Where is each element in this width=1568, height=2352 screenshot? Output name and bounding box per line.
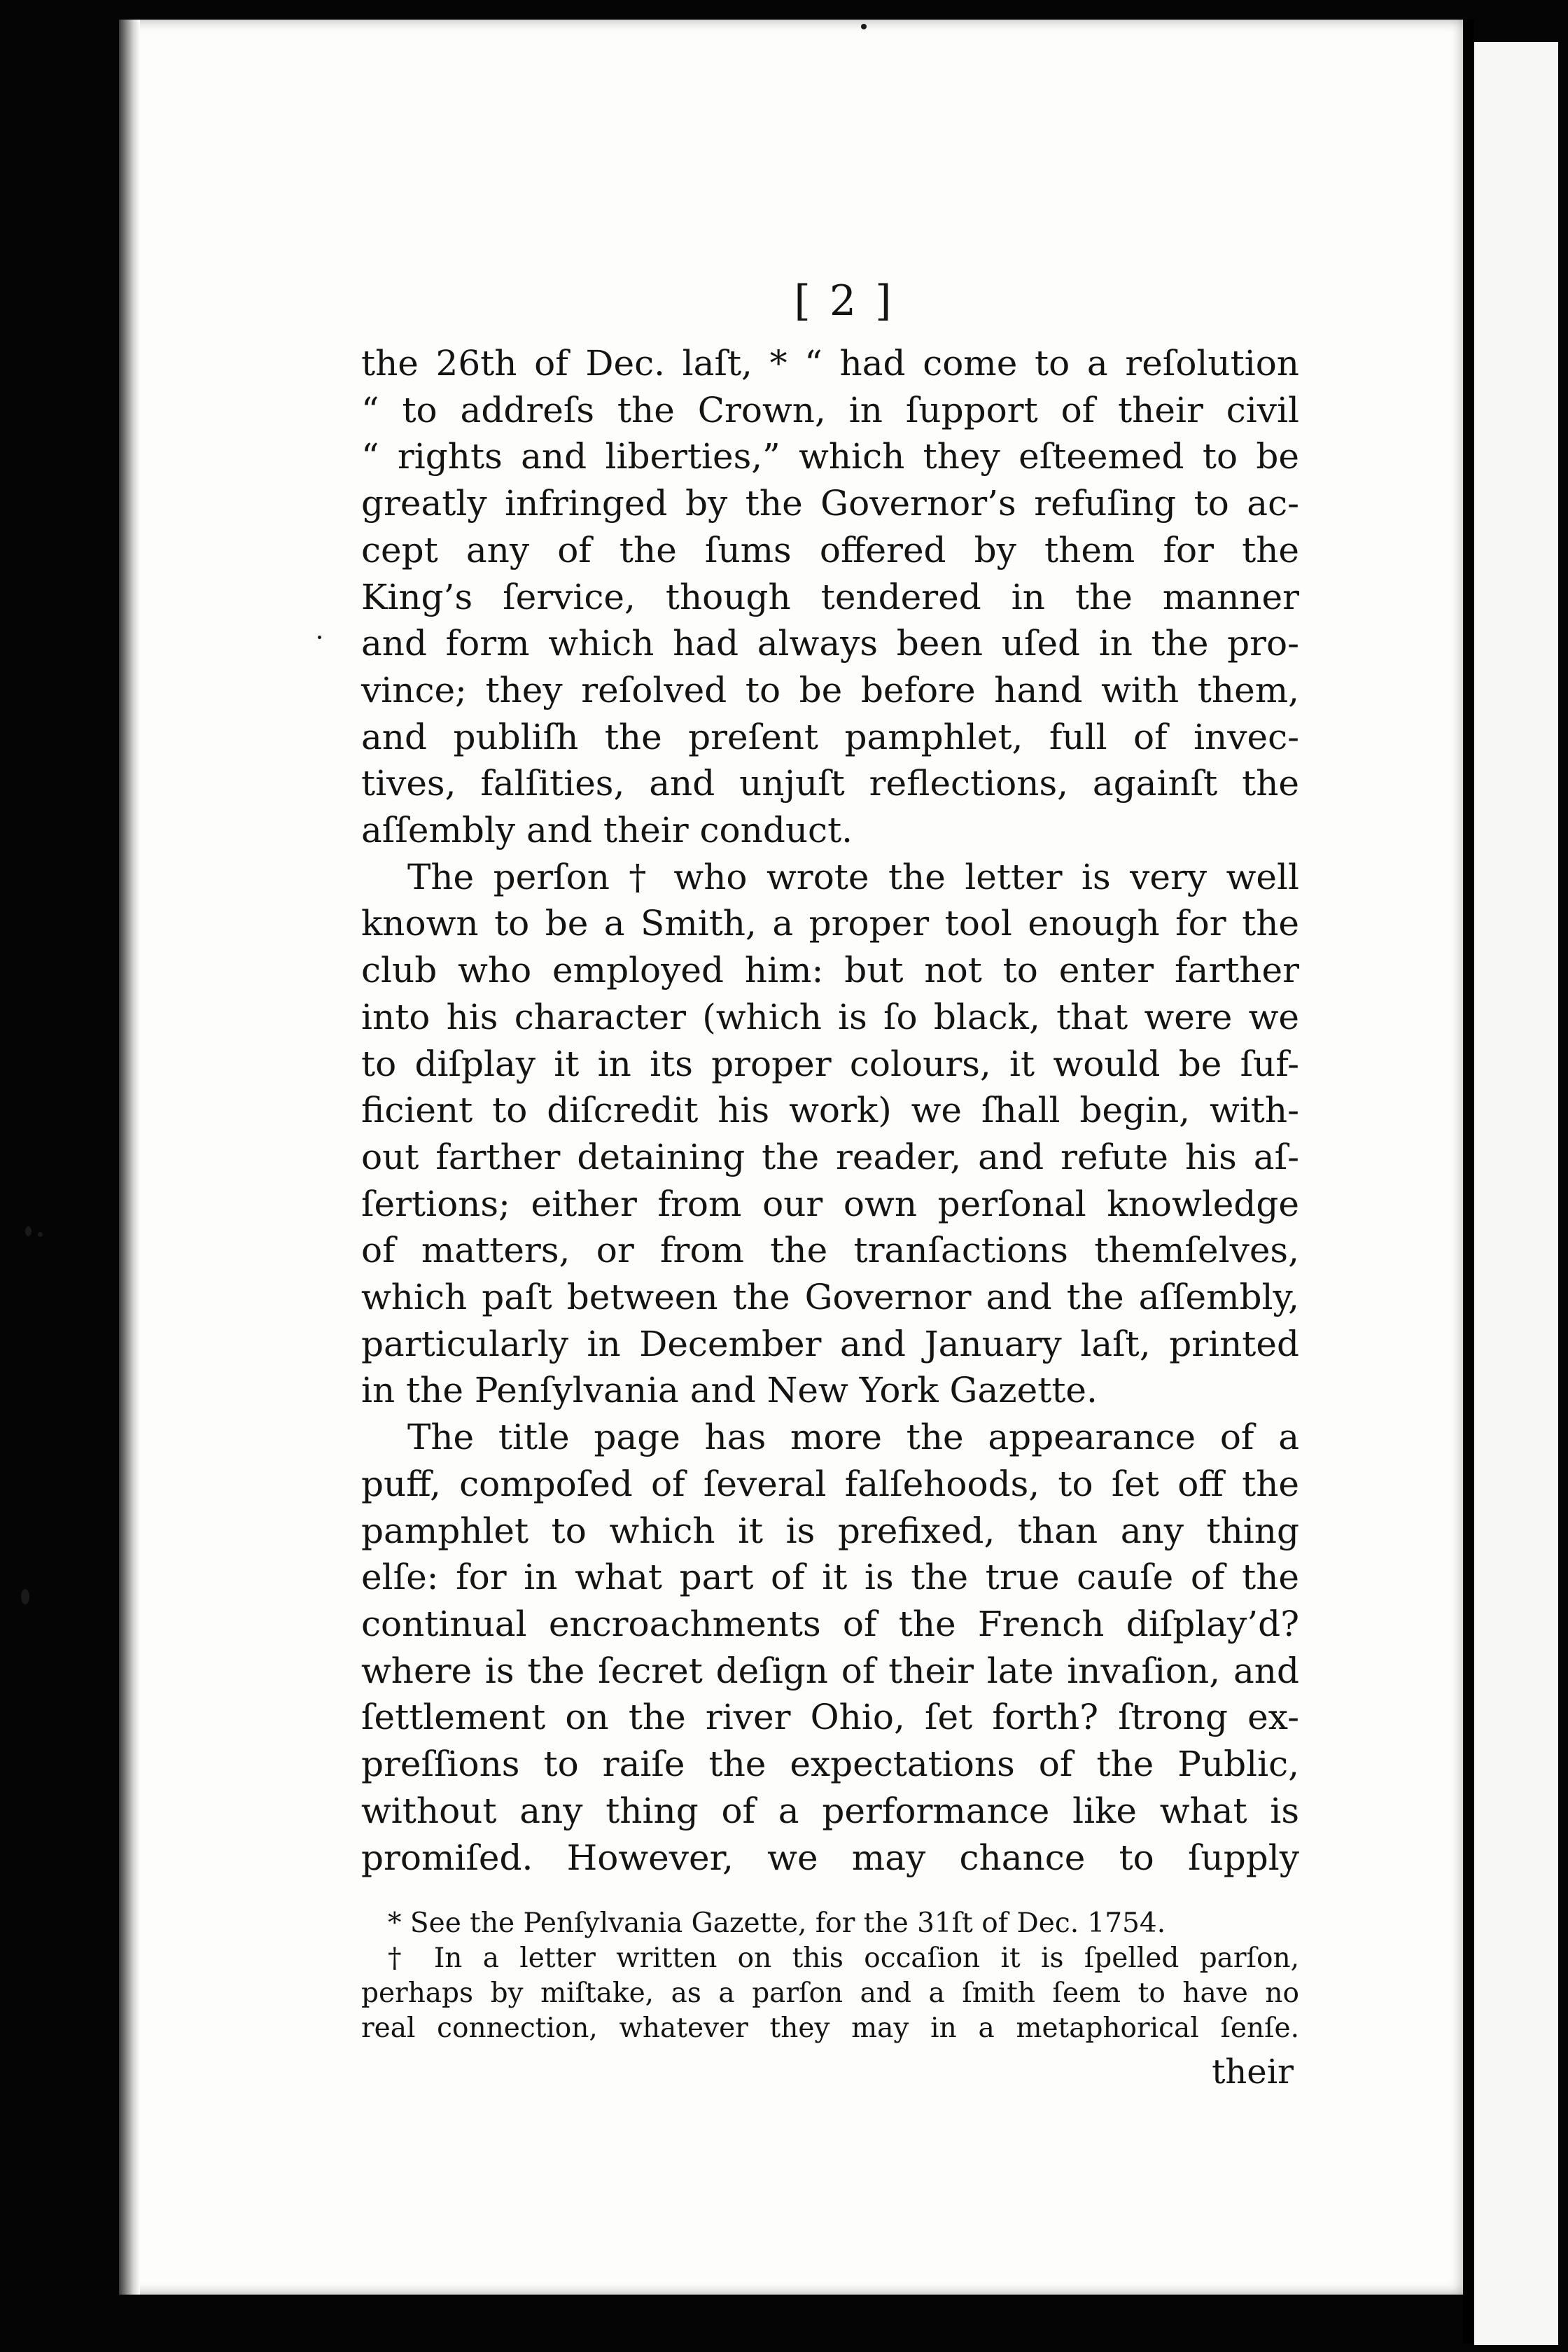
body-line: particularly in December and January laſt, printed (361, 1323, 1299, 1364)
ink-speck (21, 1589, 29, 1604)
facing-page-edge (1474, 42, 1558, 2345)
body-line: pamphlet to which it is prefixed, than any thing (361, 1510, 1299, 1551)
body-line: ficient to diſcredit his work) we ſhall begin, with- (361, 1090, 1299, 1131)
body-line: and form which had always been uſed in the pro- (361, 623, 1299, 664)
body-line: of matters, or from the tranſactions themſelves, (361, 1230, 1299, 1271)
catchword: their (1212, 2052, 1294, 2092)
body-line: where is the ſecret deſign of their late invaſion, and (361, 1650, 1299, 1691)
body-line: King’s ſervice, though tendered in the manner (361, 576, 1299, 617)
body-line: ſettlement on the river Ohio, ſet forth? ſtrong ex- (361, 1697, 1299, 1738)
page-gutter (1463, 20, 1474, 2344)
footnote-line: perhaps by miſtake, as a parſon and a ſmith ſeem to have no (361, 1977, 1299, 2010)
body-line: to diſplay it in its proper colours, it would be ſuf- (361, 1043, 1299, 1084)
footnote-separator (361, 1881, 1299, 1906)
body-line: tives, falſities, and unjuſt reflections, againſt the (361, 763, 1299, 804)
body-line: puff, compoſed of ſeveral falſehoods, to ſet off the (361, 1463, 1299, 1504)
body-line: into his character (which is ſo black, that were we (361, 996, 1299, 1037)
ink-speck (38, 1232, 43, 1237)
body-text (361, 340, 1299, 1881)
body-line: known to be a Smith, a proper tool enough for the (361, 903, 1299, 944)
body-line: without any thing of a performance like what is (361, 1790, 1299, 1831)
page-number: [ 2 ] (794, 276, 895, 326)
body-line: aſſembly and their conduct. (361, 810, 853, 851)
footnotes (361, 1906, 1299, 2046)
body-line: out farther detaining the reader, and refute his aſ- (361, 1136, 1299, 1177)
body-line: ſertions; either from our own perſonal knowledge (361, 1183, 1299, 1224)
page-text (361, 276, 1299, 2094)
page-binding-shadow (119, 20, 140, 2295)
body-line: in the Penſylvania and New York Gazette. (361, 1370, 1098, 1411)
body-line: greatly infringed by the Governor’s refuſing to ac- (361, 483, 1299, 524)
body-line: preſſions to raiſe the expectations of the Public, (361, 1744, 1299, 1785)
body-line: vince; they reſolved to be before hand with them, (361, 669, 1299, 710)
ink-speck (861, 24, 867, 29)
body-line: promiſed. However, we may chance to ſupply (361, 1837, 1299, 1878)
ink-speck (318, 636, 321, 639)
body-line: cept any of the ſums offered by them for the (361, 529, 1299, 570)
footnote-line: † In a letter written on this occaſion it is ſpelled parſon, (388, 1942, 1299, 1975)
body-line: “ rights and liberties,” which they eſteemed to be (361, 436, 1299, 477)
body-line: “ to addreſs the Crown, in ſupport of their civil (361, 389, 1299, 430)
body-line: continual encroachments of the French diſplay’d? (361, 1603, 1299, 1644)
footnote-line: real connection, whatever they may in a metaphorical ſenſe. (361, 2012, 1299, 2045)
body-line: and publiſh the preſent pamphlet, full of invec- (361, 716, 1299, 757)
footnote-line: * See the Penſylvania Gazette, for the 31ſt of Dec. 1754. (388, 1907, 1166, 1940)
ink-speck (25, 1226, 31, 1236)
body-line: the 26th of Dec. laſt, * “ had come to a reſolution (361, 343, 1299, 384)
body-line: elſe: for in what part of it is the true cauſe of the (361, 1557, 1299, 1598)
body-line: The title page has more the appearance of a (407, 1417, 1299, 1458)
body-line: The perſon † who wrote the letter is very well (407, 856, 1299, 897)
body-line: club who employed him: but not to enter farther (361, 950, 1299, 991)
body-line: which paſt between the Governor and the aſſembly, (361, 1277, 1299, 1318)
